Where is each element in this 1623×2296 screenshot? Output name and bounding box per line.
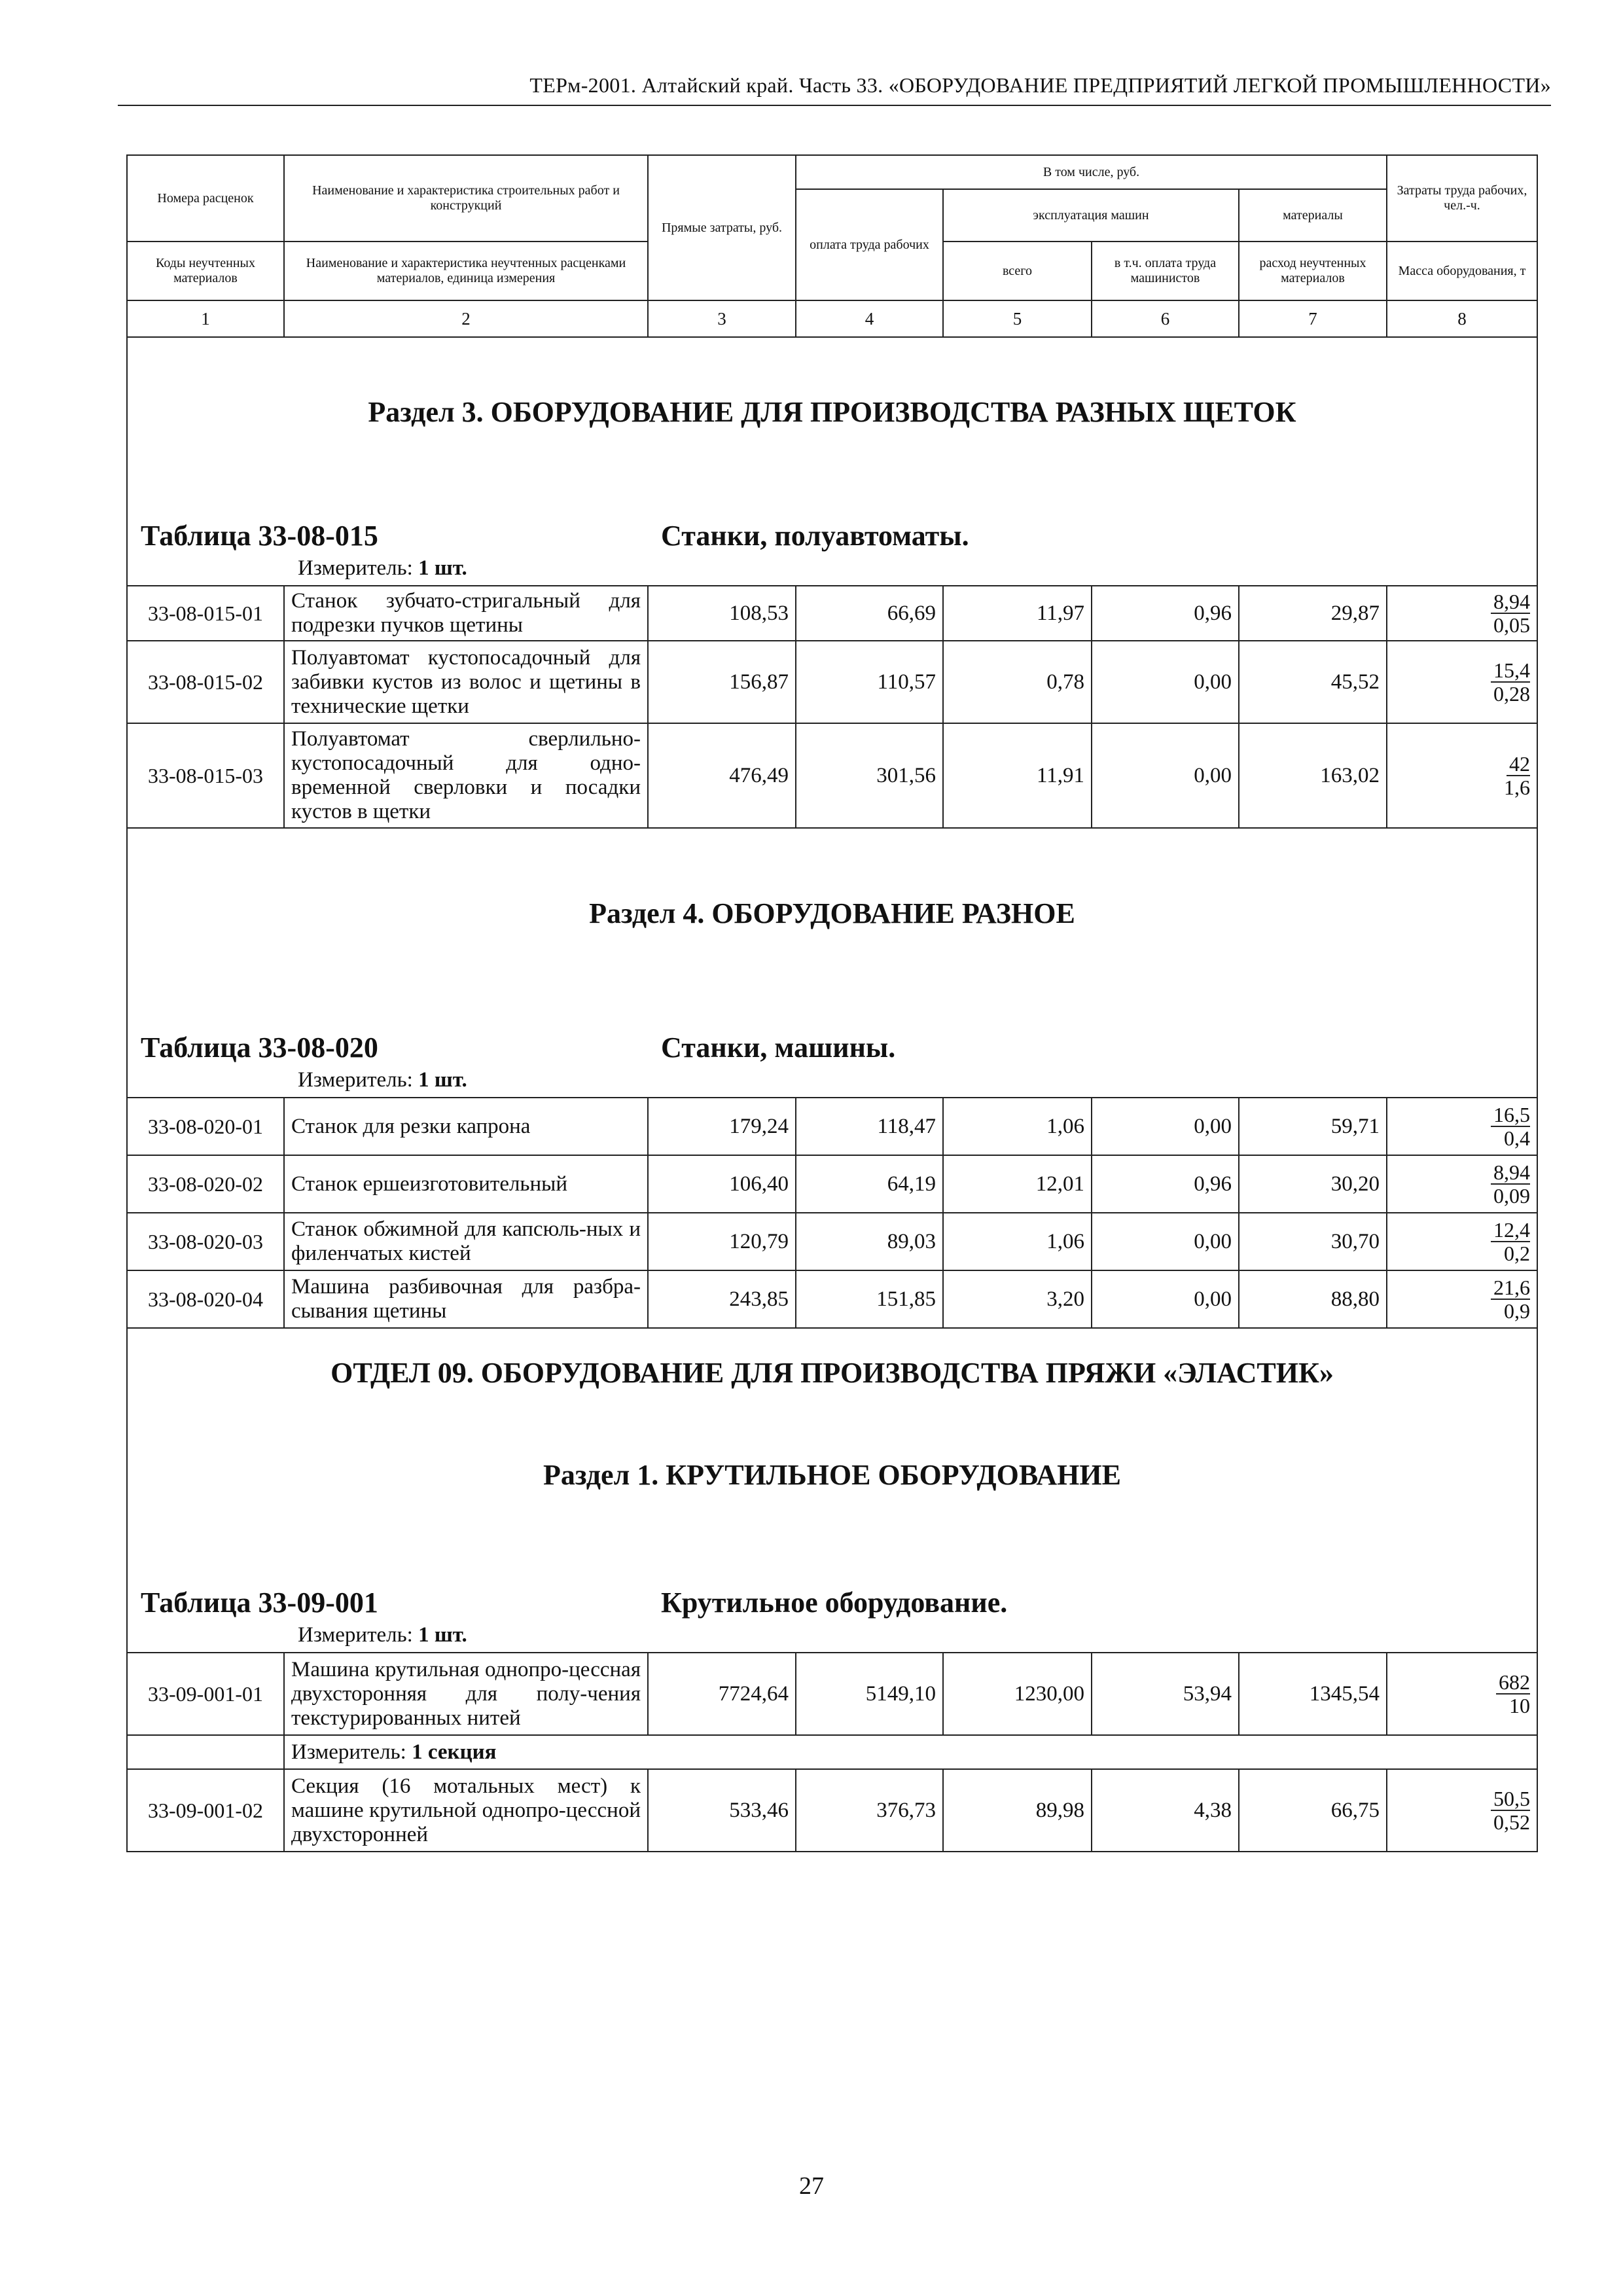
labor-mass-fraction: 682 10 bbox=[1387, 1653, 1537, 1735]
labor-mass-fraction: 16,5 0,4 bbox=[1387, 1098, 1537, 1155]
direct-cost: 108,53 bbox=[648, 586, 796, 641]
direct-cost: 106,40 bbox=[648, 1155, 796, 1213]
column-numbers-row bbox=[127, 300, 1537, 337]
column-number: 6 bbox=[1092, 300, 1239, 337]
table-row bbox=[127, 586, 1537, 641]
materials-cost: 45,52 bbox=[1239, 641, 1387, 723]
work-name: Станок зубчато-стригальный для подрезки пучков щетины bbox=[284, 586, 648, 641]
table-row bbox=[127, 1213, 1537, 1270]
labor-mass-fraction: 21,6 0,9 bbox=[1387, 1270, 1537, 1328]
running-header: ТЕРм-2001. Алтайский край. Часть 33. «ОБОРУДОВАНИЕ ПРЕДПРИЯТИЙ ЛЕГКОЙ ПРОМЫШЛЕННОСТИ» bbox=[529, 73, 1551, 97]
materials-cost: 30,70 bbox=[1239, 1213, 1387, 1270]
materials-cost: 1345,54 bbox=[1239, 1653, 1387, 1735]
table-row bbox=[127, 641, 1537, 723]
col1-header-top: Номера расценок bbox=[127, 155, 284, 242]
materials-cost: 163,02 bbox=[1239, 723, 1387, 828]
machinist-pay: 0,96 bbox=[1092, 586, 1239, 641]
materials-cost: 30,20 bbox=[1239, 1155, 1387, 1213]
table-title: Станки, машины. bbox=[661, 1031, 896, 1064]
work-name: Полуавтомат кустопосадочный для забивки кустов из волос и щетины в технические щетки bbox=[284, 641, 648, 723]
table-row bbox=[127, 1270, 1537, 1328]
work-name: Станок ершеизготовительный bbox=[284, 1155, 648, 1213]
department-09-title: ОТДЕЛ 09. ОБОРУДОВАНИЕ ДЛЯ ПРОИЗВОДСТВА ПРЯЖИ «ЭЛАСТИК» bbox=[330, 1357, 1334, 1389]
machine-total: 12,01 bbox=[943, 1155, 1092, 1213]
col8-header-bottom: Масса оборудования, т bbox=[1387, 242, 1537, 300]
table-row bbox=[127, 1653, 1537, 1735]
machinist-pay: 0,00 bbox=[1092, 723, 1239, 828]
machinist-pay: 0,96 bbox=[1092, 1155, 1239, 1213]
column-number: 2 bbox=[284, 300, 648, 337]
work-name: Секция (16 мотальных мест) к машине крутильной однопро-цессной двухсторонней bbox=[284, 1769, 648, 1852]
rate-code: 33-09-001-01 bbox=[127, 1653, 284, 1735]
column-number: 1 bbox=[127, 300, 284, 337]
labor-pay: 110,57 bbox=[796, 641, 943, 723]
table-number: Таблица 33-08-015 bbox=[141, 520, 378, 552]
section-1-title: Раздел 1. КРУТИЛЬНОЕ ОБОРУДОВАНИЕ bbox=[543, 1459, 1121, 1491]
rate-code: 33-08-015-02 bbox=[127, 641, 284, 723]
direct-cost: 533,46 bbox=[648, 1769, 796, 1852]
work-name: Полуавтомат сверлильно-кустопосадочный для одно-временной сверловки и посадки кустов в щетки bbox=[284, 723, 648, 828]
labor-mass-fraction: 12,4 0,2 bbox=[1387, 1213, 1537, 1270]
direct-cost: 179,24 bbox=[648, 1098, 796, 1155]
column-number: 4 bbox=[796, 300, 943, 337]
machine-total: 0,78 bbox=[943, 641, 1092, 723]
rate-code: 33-08-020-01 bbox=[127, 1098, 284, 1155]
table-title: Крутильное оборудование. bbox=[661, 1587, 1008, 1619]
column-number: 8 bbox=[1387, 300, 1537, 337]
machine-total: 1,06 bbox=[943, 1098, 1092, 1155]
materials-cost: 66,75 bbox=[1239, 1769, 1387, 1852]
machinist-pay: 0,00 bbox=[1092, 641, 1239, 723]
rate-code: 33-09-001-02 bbox=[127, 1769, 284, 1852]
work-name: Станок для резки капрона bbox=[284, 1098, 648, 1155]
work-name: Машина крутильная однопро-цессная двухсторонняя для полу-чения текстурированных нитей bbox=[284, 1653, 648, 1735]
col5-header: всего bbox=[943, 242, 1092, 300]
labor-mass-fraction: 50,5 0,52 bbox=[1387, 1769, 1537, 1852]
direct-cost: 243,85 bbox=[648, 1270, 796, 1328]
work-name: Машина разбивочная для разбра-сывания щетины bbox=[284, 1270, 648, 1328]
table-row bbox=[127, 723, 1537, 828]
direct-cost: 120,79 bbox=[648, 1213, 796, 1270]
materials-header: материалы bbox=[1239, 189, 1387, 242]
table-row bbox=[127, 1769, 1537, 1852]
labor-pay: 89,03 bbox=[796, 1213, 943, 1270]
rate-code: 33-08-020-04 bbox=[127, 1270, 284, 1328]
column-number: 5 bbox=[943, 300, 1092, 337]
labor-pay: 301,56 bbox=[796, 723, 943, 828]
labor-mass-fraction: 8,94 0,05 bbox=[1387, 586, 1537, 641]
machinist-pay: 53,94 bbox=[1092, 1653, 1239, 1735]
machinist-pay: 0,00 bbox=[1092, 1270, 1239, 1328]
col4-header: оплата труда рабочих bbox=[796, 189, 943, 300]
col6-header: в т.ч. оплата труда машинистов bbox=[1092, 242, 1239, 300]
col2-header-top: Наименование и характеристика строительных работ и конструкций bbox=[284, 155, 648, 242]
measure-unit: Измеритель: 1 шт. bbox=[298, 556, 467, 580]
col1-header-bottom: Коды неучтенных материалов bbox=[127, 242, 284, 300]
labor-pay: 118,47 bbox=[796, 1098, 943, 1155]
column-number: 7 bbox=[1239, 300, 1387, 337]
labor-pay: 64,19 bbox=[796, 1155, 943, 1213]
machine-total: 3,20 bbox=[943, 1270, 1092, 1328]
machines-header: эксплуатация машин bbox=[943, 189, 1239, 242]
materials-cost: 59,71 bbox=[1239, 1098, 1387, 1155]
table-number: Таблица 33-09-001 bbox=[141, 1587, 378, 1619]
rate-code: 33-08-015-03 bbox=[127, 723, 284, 828]
labor-pay: 376,73 bbox=[796, 1769, 943, 1852]
col7-header: расход неучтенных материалов bbox=[1239, 242, 1387, 300]
measure-unit: Измеритель: 1 шт. bbox=[298, 1623, 467, 1647]
work-name: Станок обжимной для капсюль-ных и филенчатых кистей bbox=[284, 1213, 648, 1270]
direct-cost: 156,87 bbox=[648, 641, 796, 723]
labor-mass-fraction: 42 1,6 bbox=[1387, 723, 1537, 828]
header-rule bbox=[118, 105, 1551, 106]
col3-header: Прямые затраты, руб. bbox=[648, 155, 796, 300]
table-title: Станки, полуавтоматы. bbox=[661, 520, 969, 552]
machinist-pay: 4,38 bbox=[1092, 1769, 1239, 1852]
materials-cost: 29,87 bbox=[1239, 586, 1387, 641]
direct-cost: 7724,64 bbox=[648, 1653, 796, 1735]
table-row bbox=[127, 1155, 1537, 1213]
direct-cost: 476,49 bbox=[648, 723, 796, 828]
machine-total: 11,91 bbox=[943, 723, 1092, 828]
labor-mass-fraction: 15,4 0,28 bbox=[1387, 641, 1537, 723]
machinist-pay: 0,00 bbox=[1092, 1098, 1239, 1155]
table-row bbox=[127, 1098, 1537, 1155]
measure-unit: Измеритель: 1 шт. bbox=[298, 1068, 467, 1092]
measure-unit: Измеритель: 1 секция bbox=[284, 1735, 1537, 1769]
rates-table bbox=[126, 154, 1538, 1852]
column-number: 3 bbox=[648, 300, 796, 337]
labor-pay: 5149,10 bbox=[796, 1653, 943, 1735]
section-3-title: Раздел 3. ОБОРУДОВАНИЕ ДЛЯ ПРОИЗВОДСТВА РАЗНЫХ ЩЕТОК bbox=[368, 396, 1296, 428]
rate-code: 33-08-020-03 bbox=[127, 1213, 284, 1270]
col2-header-bottom: Наименование и характеристика неучтенных расценками материалов, единица измерения bbox=[284, 242, 648, 300]
materials-cost: 88,80 bbox=[1239, 1270, 1387, 1328]
rate-code: 33-08-015-01 bbox=[127, 586, 284, 641]
table-number: Таблица 33-08-020 bbox=[141, 1031, 378, 1064]
machine-total: 89,98 bbox=[943, 1769, 1092, 1852]
machine-total: 11,97 bbox=[943, 586, 1092, 641]
page-number: 27 bbox=[799, 2172, 824, 2200]
machinist-pay: 0,00 bbox=[1092, 1213, 1239, 1270]
col8-header-top: Затраты труда рабочих, чел.-ч. bbox=[1387, 155, 1537, 242]
labor-pay: 66,69 bbox=[796, 586, 943, 641]
machine-total: 1,06 bbox=[943, 1213, 1092, 1270]
rate-code: 33-08-020-02 bbox=[127, 1155, 284, 1213]
including-header: В том числе, руб. bbox=[796, 155, 1387, 189]
labor-mass-fraction: 8,94 0,09 bbox=[1387, 1155, 1537, 1213]
labor-pay: 151,85 bbox=[796, 1270, 943, 1328]
section-4-title: Раздел 4. ОБОРУДОВАНИЕ РАЗНОЕ bbox=[589, 897, 1075, 929]
machine-total: 1230,00 bbox=[943, 1653, 1092, 1735]
